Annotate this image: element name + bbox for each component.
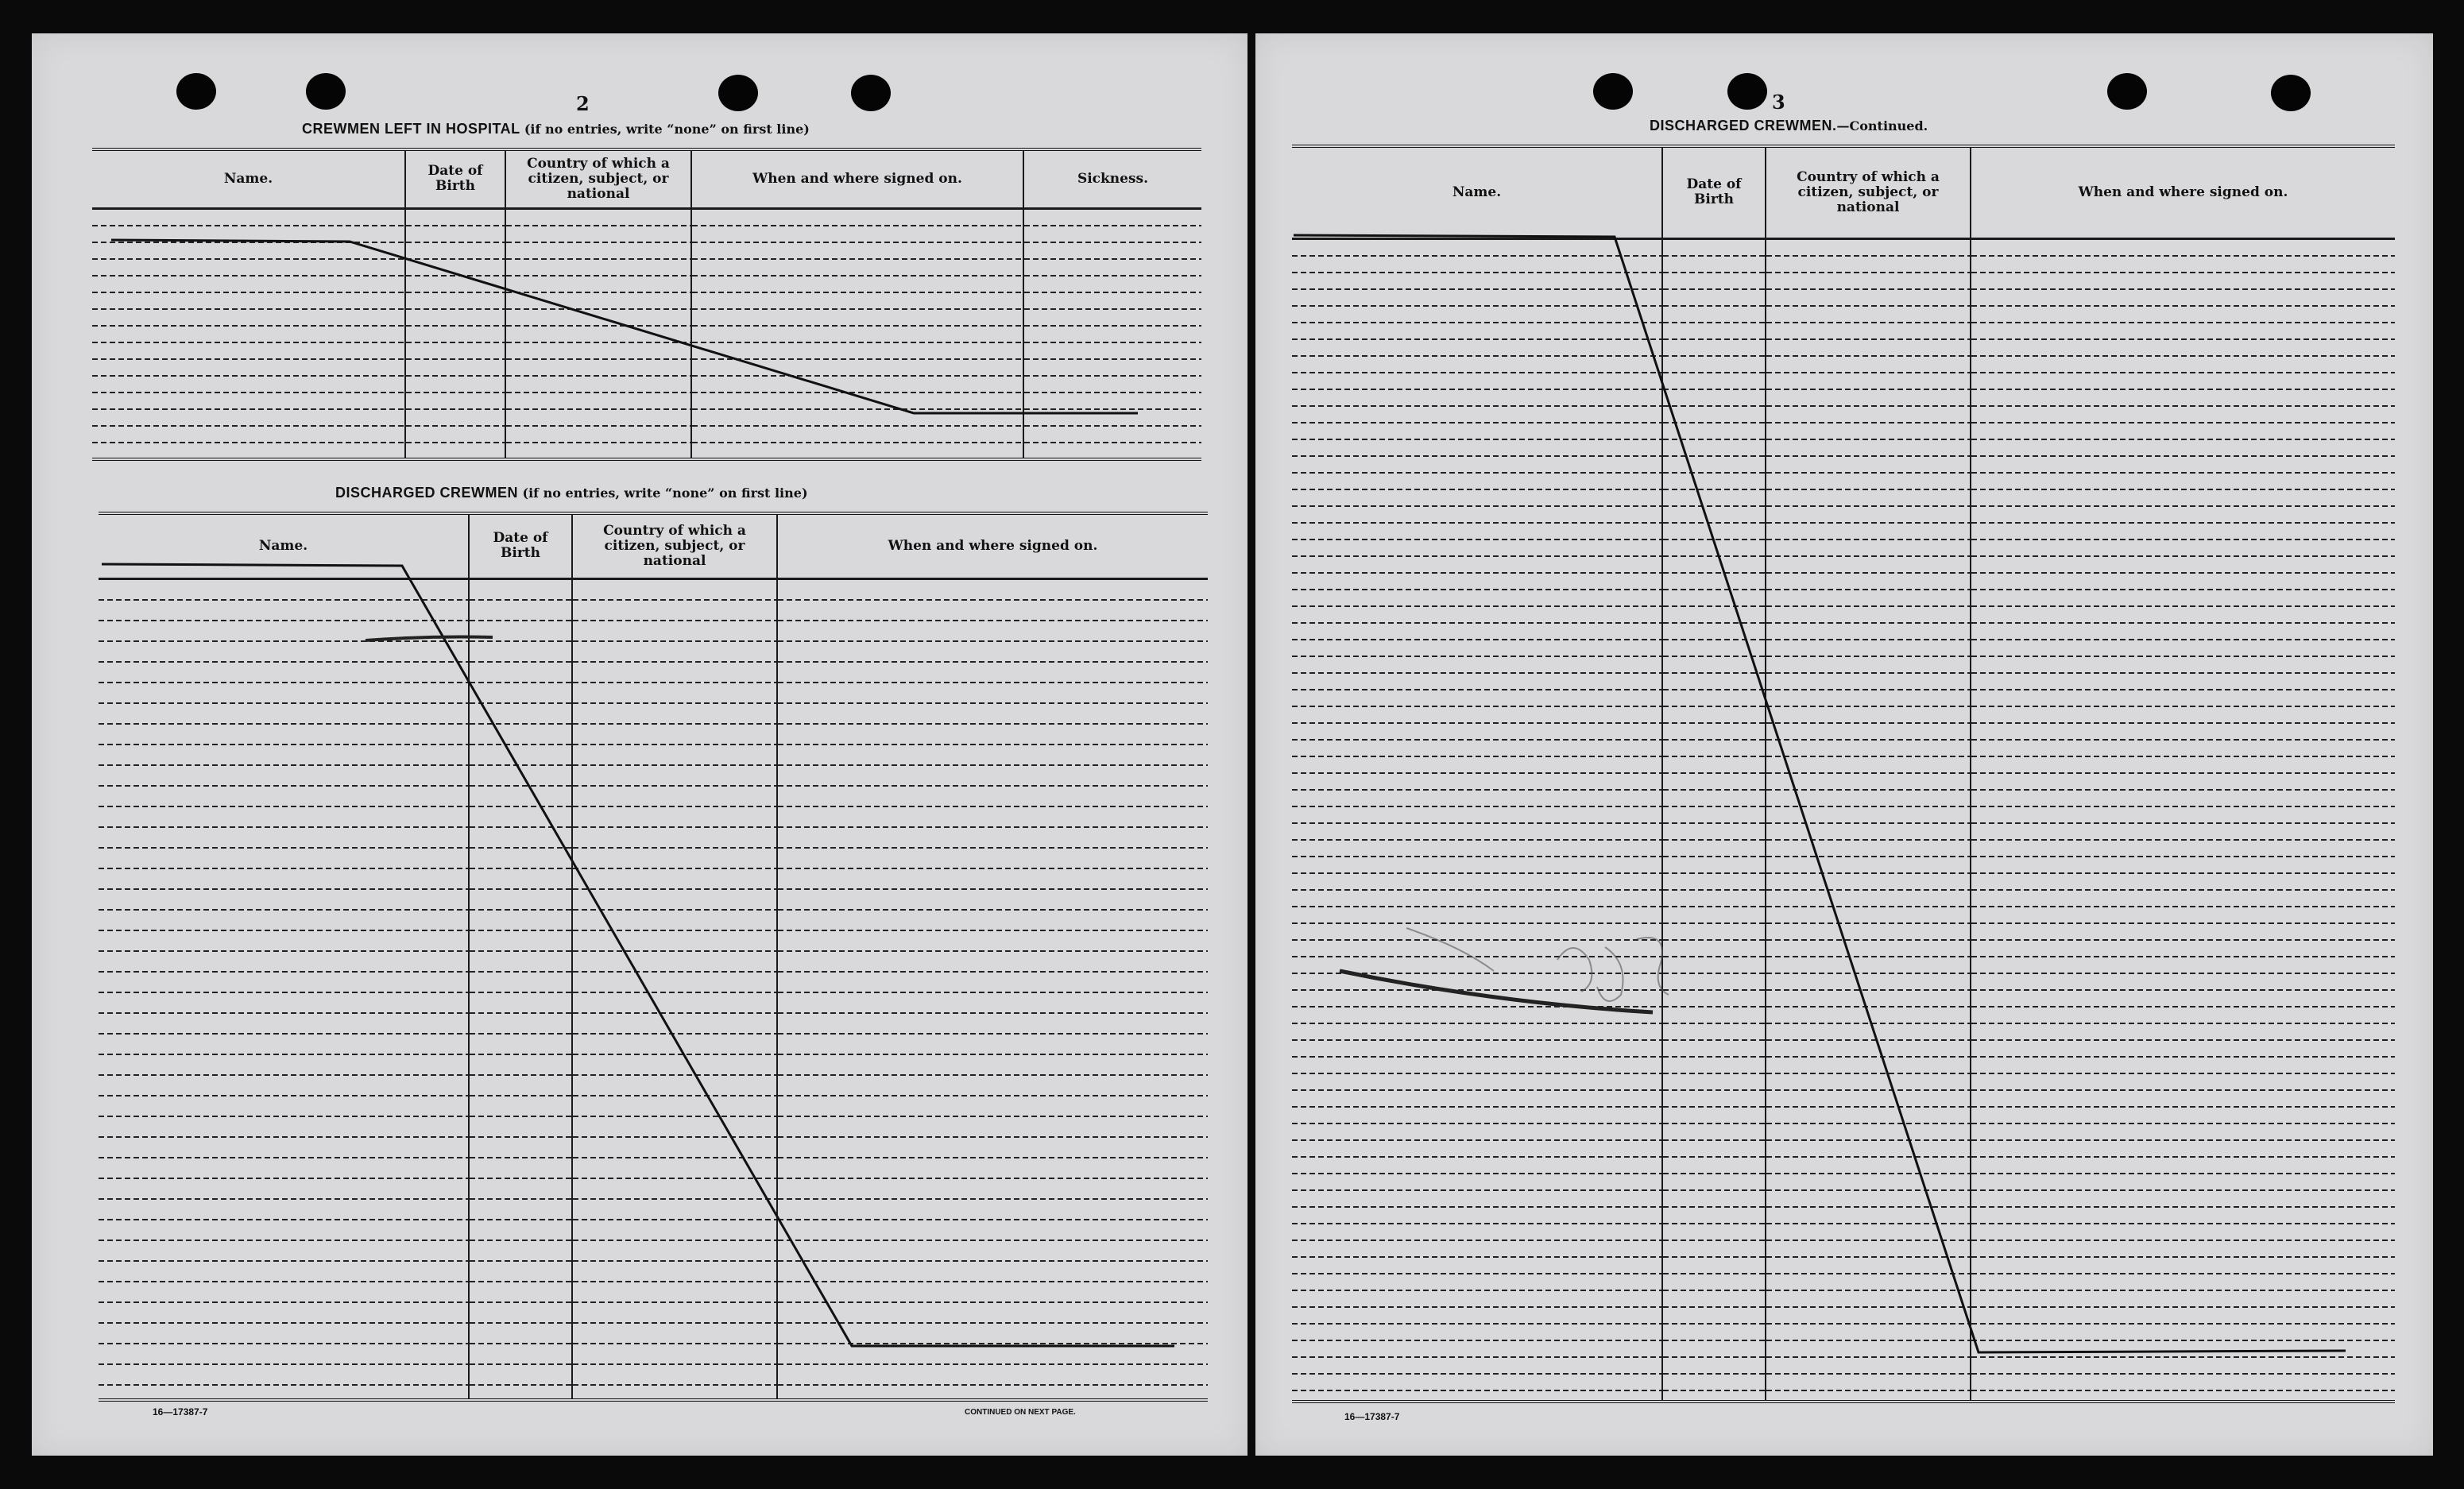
discharged-continued-country-column <box>1766 238 1971 1400</box>
discharged-country-column <box>572 578 777 1398</box>
discharged-continued-table-bottom-rule <box>1292 1400 2395 1403</box>
form-number: 16—17387-7 <box>1344 1411 1400 1422</box>
discharged-continued-dob-column <box>1662 238 1766 1400</box>
hospital-dob-column <box>405 208 505 458</box>
hospital-header-name: Name. <box>92 149 405 208</box>
discharged-continued-table <box>1292 145 2395 1400</box>
continued-note: CONTINUED ON NEXT PAGE. <box>965 1408 1076 1417</box>
discharged-title-text: DISCHARGED CREWMEN <box>335 485 519 501</box>
punch-hole <box>2271 75 2311 111</box>
hospital-country-column <box>505 208 691 458</box>
punch-hole <box>2107 73 2147 110</box>
discharged-continued-name-column <box>1292 238 1662 1400</box>
discharged-dob-column <box>469 578 572 1398</box>
hospital-section-title <box>302 121 810 137</box>
page-number: 3 <box>1772 91 1785 114</box>
page-number: 2 <box>576 92 590 115</box>
discharged-signed-column <box>777 578 1208 1398</box>
punch-hole <box>1593 73 1633 110</box>
hospital-name-column <box>92 208 405 458</box>
punch-hole <box>851 75 891 111</box>
hospital-header-country: Country of which a citizen, subject, or national <box>505 149 691 208</box>
hospital-sickness-column <box>1023 208 1201 458</box>
discharged-header-country: Country of which a citizen, subject, or national <box>572 513 777 578</box>
discharged-header-dob: Date of Birth <box>469 513 572 578</box>
discharged-table <box>99 512 1208 1398</box>
discharged-continued-header-country: Country of which a citizen, subject, or national <box>1766 146 1971 238</box>
hospital-table <box>92 148 1201 458</box>
hospital-title-text: CREWMEN LEFT IN HOSPITAL <box>302 121 520 137</box>
discharged-section-title <box>335 485 808 501</box>
discharged-title-note: (if no entries, write “none” on first line) <box>522 485 808 501</box>
hospital-signed-column <box>691 208 1023 458</box>
discharged-continued-title <box>1650 118 1928 134</box>
punch-hole <box>306 73 346 110</box>
discharged-name-column <box>99 578 469 1398</box>
punch-hole <box>176 73 216 110</box>
right-page <box>1255 33 2433 1456</box>
discharged-continued-title-text: DISCHARGED CREWMEN. <box>1650 118 1837 133</box>
hospital-table-bottom-rule <box>92 458 1201 461</box>
punch-hole <box>1727 73 1767 110</box>
discharged-table-bottom-rule <box>99 1398 1208 1402</box>
discharged-continued-note: —Continued. <box>1836 118 1928 133</box>
discharged-header-name: Name. <box>99 513 469 578</box>
form-number: 16—17387-7 <box>153 1406 208 1417</box>
discharged-header-signed: When and where signed on. <box>777 513 1208 578</box>
hospital-header-dob: Date of Birth <box>405 149 505 208</box>
discharged-continued-signed-column <box>1971 238 2395 1400</box>
discharged-continued-header-signed: When and where signed on. <box>1971 146 2395 238</box>
hospital-title-note: (if no entries, write “none” on first line) <box>524 122 810 137</box>
discharged-continued-header-dob: Date of Birth <box>1662 146 1766 238</box>
left-page <box>32 33 1247 1456</box>
punch-hole <box>718 75 758 111</box>
discharged-continued-header-name: Name. <box>1292 146 1662 238</box>
hospital-header-signed: When and where signed on. <box>691 149 1023 208</box>
hospital-header-sickness: Sickness. <box>1023 149 1201 208</box>
